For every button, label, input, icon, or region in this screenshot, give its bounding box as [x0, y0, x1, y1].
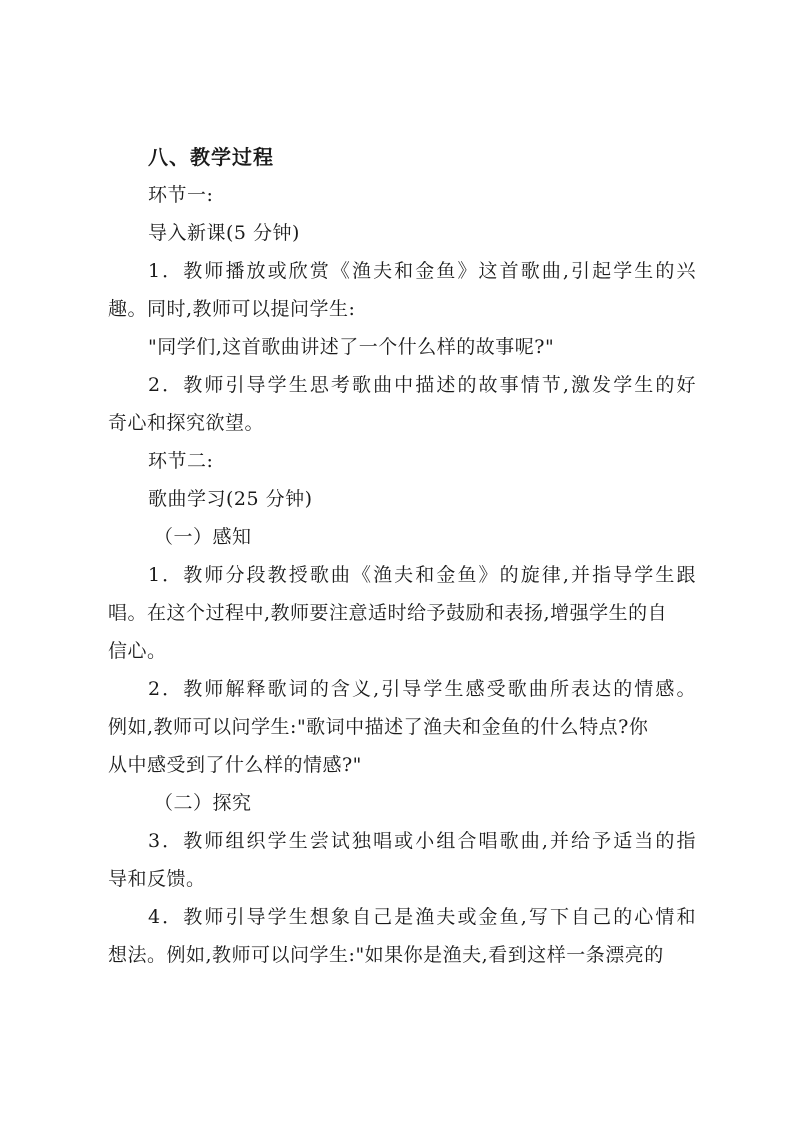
paragraph-line: 4．教师引导学生想象自己是渔夫或金鱼,写下自己的心情和 — [148, 906, 696, 928]
stage-title: 歌曲学习(25 分钟) — [148, 488, 313, 510]
paragraph-line: 2．教师解释歌词的含义,引导学生感受歌曲所表达的情感。 — [148, 678, 696, 700]
paragraph-line: 1．教师分段教授歌曲《渔夫和金鱼》的旋律,并指导学生跟 — [148, 564, 696, 586]
document-body — [108, 138, 696, 974]
paragraph-line: 想法。例如,教师可以问学生:"如果你是渔夫,看到这样一条漂亮的 — [108, 944, 664, 966]
paragraph-line: 3．教师组织学生尝试独唱或小组合唱歌曲,并给予适当的指 — [148, 830, 696, 852]
paragraph-line: 2．教师引导学生思考歌曲中描述的故事情节,激发学生的好 — [148, 374, 696, 396]
paragraph-line: 信心。 — [108, 640, 167, 662]
stage-title: 导入新课(5 分钟) — [148, 222, 300, 244]
paragraph-line: 唱。在这个过程中,教师要注意适时给予鼓励和表扬,增强学生的自 — [108, 602, 668, 624]
paragraph-line: 1．教师播放或欣赏《渔夫和金鱼》这首歌曲,引起学生的兴 — [148, 260, 696, 282]
stage-label: 环节二: — [148, 450, 214, 472]
paragraph-line: 趣。同时,教师可以提问学生: — [108, 298, 356, 320]
paragraph-line: 例如,教师可以问学生:"歌词中描述了渔夫和金鱼的什么特点?你 — [108, 716, 649, 738]
paragraph-line: 从中感受到了什么样的情感?" — [108, 754, 362, 776]
paragraph-line: 奇心和探究欲望。 — [108, 412, 265, 434]
paragraph-line: 导和反馈。 — [108, 868, 206, 890]
section-heading: 八、教学过程 — [148, 145, 274, 169]
subsection-title: （二）探究 — [154, 792, 252, 814]
stage-label: 环节一: — [148, 184, 214, 206]
subsection-title: （一）感知 — [154, 526, 252, 548]
paragraph-line: "同学们,这首歌曲讲述了一个什么样的故事呢?" — [148, 336, 555, 358]
